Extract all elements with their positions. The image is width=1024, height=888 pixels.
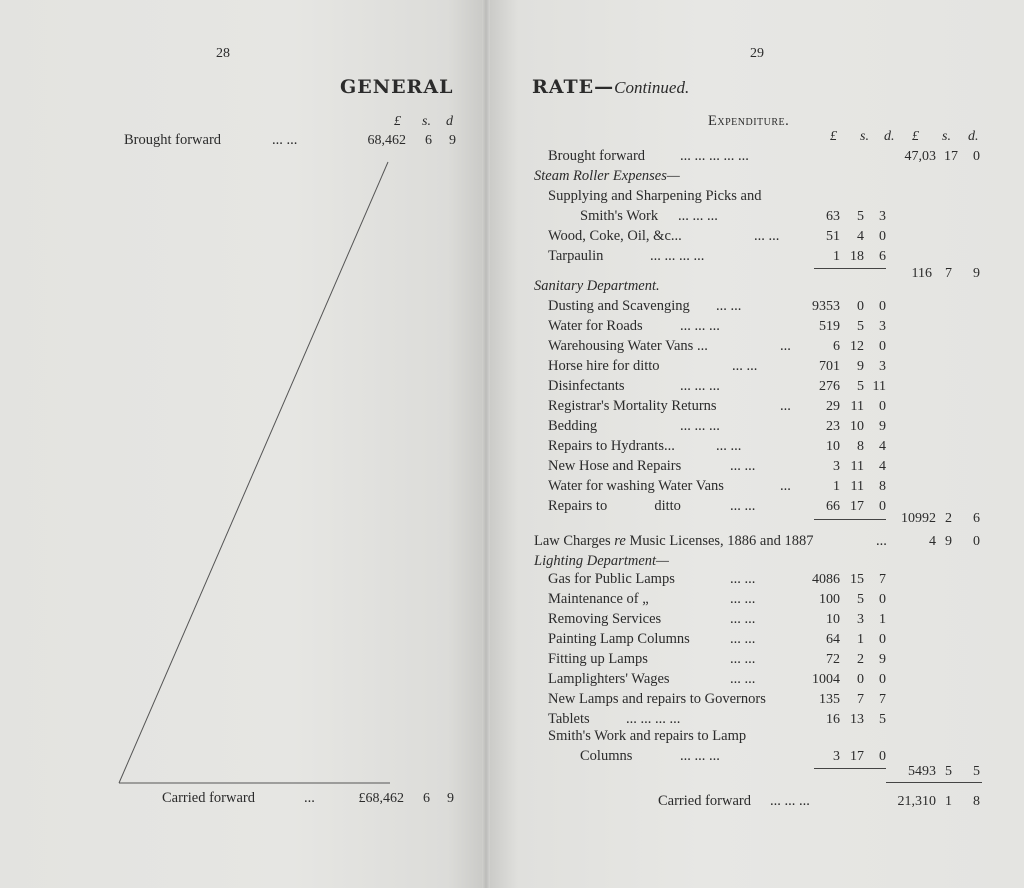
ledger-row-shillings: 17	[850, 499, 864, 514]
ledger-row-pence: 7	[879, 692, 886, 707]
ledger-row-label: Wood, Coke, Oil, &c...	[548, 228, 682, 244]
ledger-row-shillings: 5	[857, 592, 864, 607]
ledger-row-pence: 1	[879, 612, 886, 627]
right-col-pounds-2: £	[912, 129, 919, 144]
ledger-row-label: Smith's Work	[580, 208, 659, 224]
right-col-pence-1: d.	[884, 129, 895, 144]
ledger-row-pounds: 23	[826, 419, 840, 434]
ledger-row-pence: 0	[879, 672, 886, 687]
lighting-total-pounds: 5493	[908, 764, 936, 779]
ledger-row-leader: ... ...	[730, 671, 756, 687]
left-brought-forward-shillings: 6	[425, 133, 432, 148]
law-charges-pounds: 4	[929, 534, 936, 549]
ledger-row-pence: 7	[879, 572, 886, 587]
ledger-row-shillings: 9	[857, 359, 864, 374]
ledger-row-pounds: 4086	[812, 572, 840, 587]
ledger-row-pence: 0	[879, 399, 886, 414]
ledger-row-leader: ...	[780, 398, 791, 414]
right-col-shillings-2: s.	[942, 129, 951, 144]
ledger-row-pounds: 9353	[812, 299, 840, 314]
left-brought-forward-pounds: 68,462	[367, 133, 406, 148]
ledger-row-pounds: 3	[833, 459, 840, 474]
ledger-row-leader: ... ... ... ...	[650, 248, 705, 264]
left-col-pounds: £	[394, 114, 401, 129]
ledger-row-label: Fitting up Lamps	[548, 651, 648, 667]
right-page-number: 29	[750, 46, 764, 61]
ledger-row-shillings: 11	[850, 479, 864, 494]
left-brought-forward-label: Brought forward	[124, 132, 222, 148]
ledger-row-leader: ...	[780, 338, 791, 354]
left-carried-forward-pence: 9	[447, 791, 454, 806]
ledger-row-pounds: 51	[826, 229, 840, 244]
ledger-row-shillings: 15	[850, 572, 864, 587]
ledger-row-leader: ...	[780, 478, 791, 494]
ledger-row-label: New Hose and Repairs	[548, 458, 682, 474]
ledger-row-pounds: 10	[826, 612, 840, 627]
ledger-row-leader: ... ...	[730, 458, 756, 474]
ledger-row-shillings: 18	[850, 249, 864, 264]
right-heading-rate: RATE—	[532, 76, 615, 98]
law-charges-pre: Law Charges	[534, 533, 615, 549]
ledger-row-pence: 3	[879, 319, 886, 334]
ledger-row-leader: ... ...	[730, 591, 756, 607]
law-charges-leader: ...	[876, 533, 887, 549]
lighting-smiths-shillings: 17	[850, 749, 864, 764]
right-col-shillings-1: s.	[860, 129, 869, 144]
cancel-diagonal-line	[0, 0, 486, 888]
ledger-row-label: Removing Services	[548, 611, 662, 627]
right-carried-forward-pounds: 21,310	[897, 794, 936, 809]
ledger-row-pence: 0	[879, 229, 886, 244]
ledger-row-pence: 6	[879, 249, 886, 264]
steam-roller-total-rule	[814, 268, 886, 269]
right-brought-forward-label: Brought forward	[548, 148, 646, 164]
right-brought-forward-leader: ... ... ... ... ...	[680, 148, 749, 164]
ledger-row-shillings: 3	[857, 612, 864, 627]
ledger-row-pounds: 6	[833, 339, 840, 354]
left-carried-forward-shillings: 6	[423, 791, 430, 806]
ledger-row-shillings: 11	[850, 459, 864, 474]
steam-roller-total-pounds: 116	[911, 266, 932, 281]
ledger-row-pence: 4	[879, 439, 886, 454]
lighting-sub-rule	[814, 768, 886, 769]
right-brought-forward-pence: 0	[973, 149, 980, 164]
ledger-row-shillings: 0	[857, 299, 864, 314]
sanitary-title: Sanitary Department.	[534, 278, 660, 294]
right-carried-forward-label: Carried forward	[658, 793, 751, 809]
right-heading-continued: Continued.	[614, 78, 690, 97]
ledger-row-pounds: 29	[826, 399, 840, 414]
ledger-row-leader: ... ... ...	[678, 208, 718, 224]
lighting-total-rule	[886, 782, 982, 783]
ledger-row-shillings: 12	[850, 339, 864, 354]
ledger-row-pounds: 1	[833, 249, 840, 264]
ledger-row-label: Water for Roads	[548, 318, 643, 334]
ledger-row-pounds: 66	[826, 499, 840, 514]
lighting-smiths-pounds: 3	[833, 749, 840, 764]
steam-roller-title: Steam Roller Expenses—	[534, 168, 680, 184]
sanitary-total-pence: 6	[973, 511, 980, 526]
ledger-row-leader: ... ... ...	[680, 418, 720, 434]
right-heading	[532, 76, 689, 98]
ledger-row-leader: ... ...	[730, 631, 756, 647]
ledger-row-label: Gas for Public Lamps	[548, 571, 675, 587]
ledger-row-label: Warehousing Water Vans ...	[548, 338, 708, 354]
right-carried-forward-leader: ... ... ...	[770, 793, 810, 809]
left-carried-forward-label: Carried forward	[162, 790, 255, 806]
ledger-row-pounds: 64	[826, 632, 840, 647]
sanitary-total-shillings: 2	[945, 511, 952, 526]
lighting-total-shillings: 5	[945, 764, 952, 779]
ledger-row-pounds: 1	[833, 479, 840, 494]
left-heading: GENERAL	[340, 76, 454, 98]
ledger-row-shillings: 2	[857, 652, 864, 667]
lighting-total-pence: 5	[973, 764, 980, 779]
ledger-row-pence: 9	[879, 419, 886, 434]
left-page-number: 28	[216, 46, 230, 61]
lighting-smiths-pence: 0	[879, 749, 886, 764]
ledger-row-pounds: 135	[819, 692, 840, 707]
ledger-row-label: New Lamps and repairs to Governors	[548, 691, 766, 707]
ledger-row-leader: ... ...	[716, 438, 742, 454]
ledger-row-pounds: 1004	[812, 672, 840, 687]
ledger-row-label: Lamplighters' Wages	[548, 671, 670, 687]
ledger-row-leader: ... ...	[730, 571, 756, 587]
ledger-row-label: Tarpaulin	[548, 248, 604, 264]
ledger-row-pence: 0	[879, 339, 886, 354]
right-brought-forward-shillings: 17	[944, 149, 958, 164]
left-col-pence: d	[446, 114, 453, 129]
ledger-row-pence: 11	[872, 379, 886, 394]
ledger-row-label: Maintenance of „	[548, 591, 649, 607]
ledger-row-label: Tablets	[548, 711, 590, 727]
ledger-row-label: Horse hire for ditto	[548, 358, 660, 374]
ledger-row-shillings: 1	[857, 632, 864, 647]
ledger-row-pounds: 100	[819, 592, 840, 607]
ledger-row-shillings: 5	[857, 209, 864, 224]
law-charges-label	[534, 533, 814, 550]
right-brought-forward-pounds: 47,03	[904, 149, 936, 164]
ledger-row-leader: ... ...	[730, 498, 756, 514]
right-col-pounds-1: £	[830, 129, 837, 144]
left-col-shillings: s.	[422, 114, 431, 129]
ledger-row-pounds: 276	[819, 379, 840, 394]
lighting-title: Lighting Department—	[534, 553, 669, 569]
ledger-row-shillings: 10	[850, 419, 864, 434]
ledger-row-leader: ... ... ... ...	[626, 711, 681, 727]
ledger-row-shillings: 4	[857, 229, 864, 244]
sanitary-total-rule	[814, 519, 886, 520]
ledger-row-pence: 8	[879, 479, 886, 494]
expenditure-title: Expenditure.	[708, 113, 790, 129]
law-charges-pence: 0	[973, 534, 980, 549]
ledger-row-leader: ... ...	[730, 651, 756, 667]
steam-roller-line1: Supplying and Sharpening Picks and	[548, 188, 762, 204]
sanitary-total-pounds: 10992	[901, 511, 936, 526]
ledger-row-pounds: 72	[826, 652, 840, 667]
right-col-pence-2: d.	[968, 129, 979, 144]
left-brought-forward-leader: ... ...	[272, 132, 298, 148]
ledger-row-pence: 4	[879, 459, 886, 474]
ledger-row-leader: ... ... ...	[680, 378, 720, 394]
ledger-row-pence: 0	[879, 592, 886, 607]
ledger-row-label: Water for washing Water Vans	[548, 478, 724, 494]
ledger-row-pence: 9	[879, 652, 886, 667]
ledger-row-leader: ... ...	[716, 298, 742, 314]
ledger-row-pence: 3	[879, 209, 886, 224]
ledger-row-label: Dusting and Scavenging	[548, 298, 690, 314]
ledger-row-pounds: 10	[826, 439, 840, 454]
ledger-row-shillings: 13	[850, 712, 864, 727]
ledger-row-shillings: 5	[857, 319, 864, 334]
ledger-row-pence: 5	[879, 712, 886, 727]
right-carried-forward-shillings: 1	[945, 794, 952, 809]
ledger-row-shillings: 11	[850, 399, 864, 414]
ledger-row-pounds: 519	[819, 319, 840, 334]
ledger-row-leader: ... ...	[754, 228, 780, 244]
ledger-row-pence: 0	[879, 499, 886, 514]
left-brought-forward-pence: 9	[449, 133, 456, 148]
ledger-row-pounds: 701	[819, 359, 840, 374]
law-charges-re: re	[614, 533, 626, 549]
ledger-row-leader: ... ...	[730, 611, 756, 627]
ledger-row-pounds: 16	[826, 712, 840, 727]
ledger-row-label: Painting Lamp Columns	[548, 631, 690, 647]
ledger-row-pence: 0	[879, 632, 886, 647]
ledger-row-shillings: 0	[857, 672, 864, 687]
ledger-row-shillings: 5	[857, 379, 864, 394]
ledger-row-shillings: 7	[857, 692, 864, 707]
ledger-row-label: Repairs to ditto	[548, 498, 681, 514]
left-carried-forward-leader: ...	[304, 790, 315, 806]
lighting-smiths-line1: Smith's Work and repairs to Lamp	[548, 728, 747, 744]
ledger-row-pounds: 63	[826, 209, 840, 224]
lighting-smiths-label: Columns	[580, 748, 633, 764]
lighting-smiths-leader: ... ... ...	[680, 748, 720, 764]
left-carried-forward-pounds: £68,462	[358, 791, 404, 806]
ledger-row-pence: 0	[879, 299, 886, 314]
ledger-row-label: Disinfectants	[548, 378, 625, 394]
ledger-row-leader: ... ...	[732, 358, 758, 374]
steam-roller-total-shillings: 7	[945, 266, 952, 281]
ledger-row-leader: ... ... ...	[680, 318, 720, 334]
ledger-row-label: Registrar's Mortality Returns	[548, 398, 717, 414]
ledger-row-label: Bedding	[548, 418, 598, 434]
ledger-row-shillings: 8	[857, 439, 864, 454]
steam-roller-total-pence: 9	[973, 266, 980, 281]
ledger-row-label: Repairs to Hydrants...	[548, 438, 675, 454]
ledger-row-pence: 3	[879, 359, 886, 374]
law-charges-post: Music Licenses, 1886 and 1887	[625, 533, 814, 549]
law-charges-shillings: 9	[945, 534, 952, 549]
right-carried-forward-pence: 8	[973, 794, 980, 809]
